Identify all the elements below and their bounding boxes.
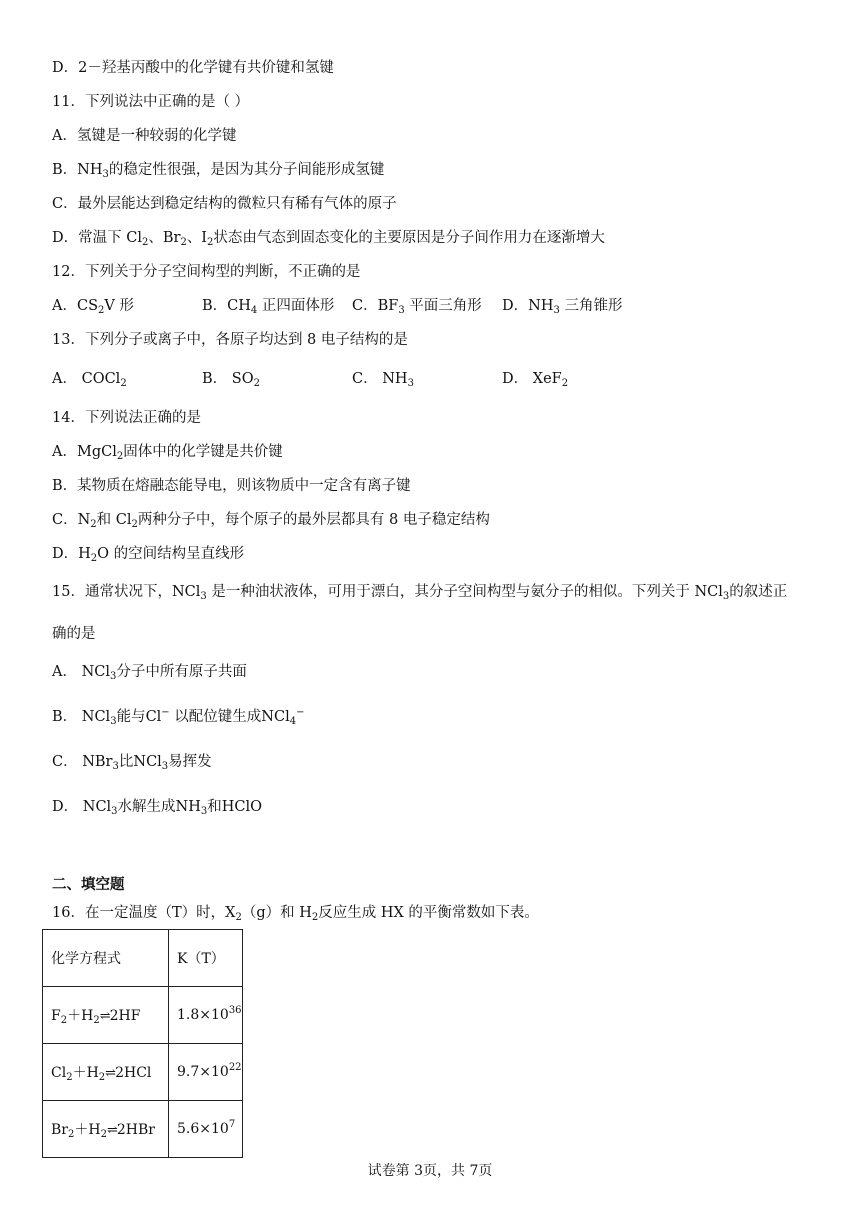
question-11-stem: 11．下列说法中正确的是（ ） xyxy=(52,94,250,110)
question-15-stem: 15．通常状况下，NCl$_3$ 是一种油状液体，可用于漂白，其分子空间构型与氨分子的相似。下列关于 NCl$_3$的叙述正 xyxy=(52,584,788,602)
question-15-stem-cont: 确的是 xyxy=(52,626,96,642)
page-footer: 试卷第 3页，共 7页 xyxy=(367,1163,493,1179)
q12-option-b: B．$CH_4$ 正四面体形 xyxy=(202,298,335,316)
q15-option-a: A． NCl$_3$分子中所有原子共面 xyxy=(52,664,247,682)
q13-option-c: C． $NH_3$ xyxy=(352,371,414,389)
k-value-cell: $1.8\times 10^{36}$ xyxy=(169,987,243,1044)
equation-cell: $Cl_2+H_2\rightleftharpoons 2HCl$ xyxy=(43,1044,169,1101)
q15-option-c: C． NBr$_3$比NCl$_3$易挥发 xyxy=(52,754,212,772)
question-16-stem: 16．在一定温度（T）时，$X_2(g)$和 $H_2$反应生成 HX 的平衡常数如下表。 xyxy=(52,905,539,923)
q10-option-d: D．2－羟基丙酸中的化学键有共价键和氢键 xyxy=(52,60,334,76)
q13-option-b: B． $SO_2$ xyxy=(202,371,260,389)
section-heading: 二、填空题 xyxy=(52,876,125,893)
table-row xyxy=(43,1044,243,1101)
equation-cell: $F_2+H_2\rightleftharpoons 2HF$ xyxy=(43,987,169,1044)
q14-option-a: A．MgCl$_2$固体中的化学键是共价键 xyxy=(52,444,283,462)
q14-option-b: B．某物质在熔融态能导电，则该物质中一定含有离子键 xyxy=(52,478,411,494)
q12-option-a: A．$CS_2V$ 形 xyxy=(52,298,134,316)
q11-option-c: C．最外层能达到稳定结构的微粒只有稀有气体的原子 xyxy=(52,196,397,212)
table-header-cell: K（T） xyxy=(169,930,243,987)
q11-option-b: B．$NH_3$的稳定性很强，是因为其分子间能形成氢键 xyxy=(52,162,385,180)
table-row xyxy=(43,1101,243,1158)
question-14-stem: 14．下列说法正确的是 xyxy=(52,410,201,426)
q13-option-d: D． XeF$_2$ xyxy=(502,371,569,389)
table-row xyxy=(43,987,243,1044)
q11-option-d: D．常温下 $Cl_2$、$Br_2$、$I_2$状态由气态到固态变化的主要原因是分子间作用力在逐渐增大 xyxy=(52,230,605,248)
q15-option-d: D． NCl$_3$水解生成$NH_3$和HClO xyxy=(52,799,263,817)
k-value-cell: $9.7\times 10^{22}$ xyxy=(169,1044,243,1101)
q14-option-c: C．$N_2$和 $Cl_2$两种分子中，每个原子的最外层都具有 8 电子稳定结构 xyxy=(52,512,490,530)
table-header-row xyxy=(43,930,243,987)
equilibrium-table xyxy=(42,929,243,1158)
q12-option-c: C．$BF_3$ 平面三角形 xyxy=(352,298,482,316)
equation-cell: $Br_2+H_2\rightleftharpoons 2HBr$ xyxy=(43,1101,169,1158)
question-12-stem: 12．下列关于分子空间构型的判断，不正确的是 xyxy=(52,264,361,280)
q15-option-b: B． NCl$_3$能与Cl− 以配位键生成NCl$_4$− xyxy=(52,707,305,727)
question-13-stem: 13．下列分子或离子中，各原子均达到 8 电子结构的是 xyxy=(52,332,408,348)
q11-option-a: A．氢键是一种较弱的化学键 xyxy=(52,128,237,144)
k-value-cell: $5.6\times 10^7$ xyxy=(169,1101,243,1158)
q12-option-d: D．$NH_3$ 三角锥形 xyxy=(502,298,623,316)
table-header-cell: 化学方程式 xyxy=(43,930,169,987)
q13-option-a: A． COCl$_2$ xyxy=(52,371,127,389)
q14-option-d: D．$H_2O$ 的空间结构呈直线形 xyxy=(52,546,245,564)
